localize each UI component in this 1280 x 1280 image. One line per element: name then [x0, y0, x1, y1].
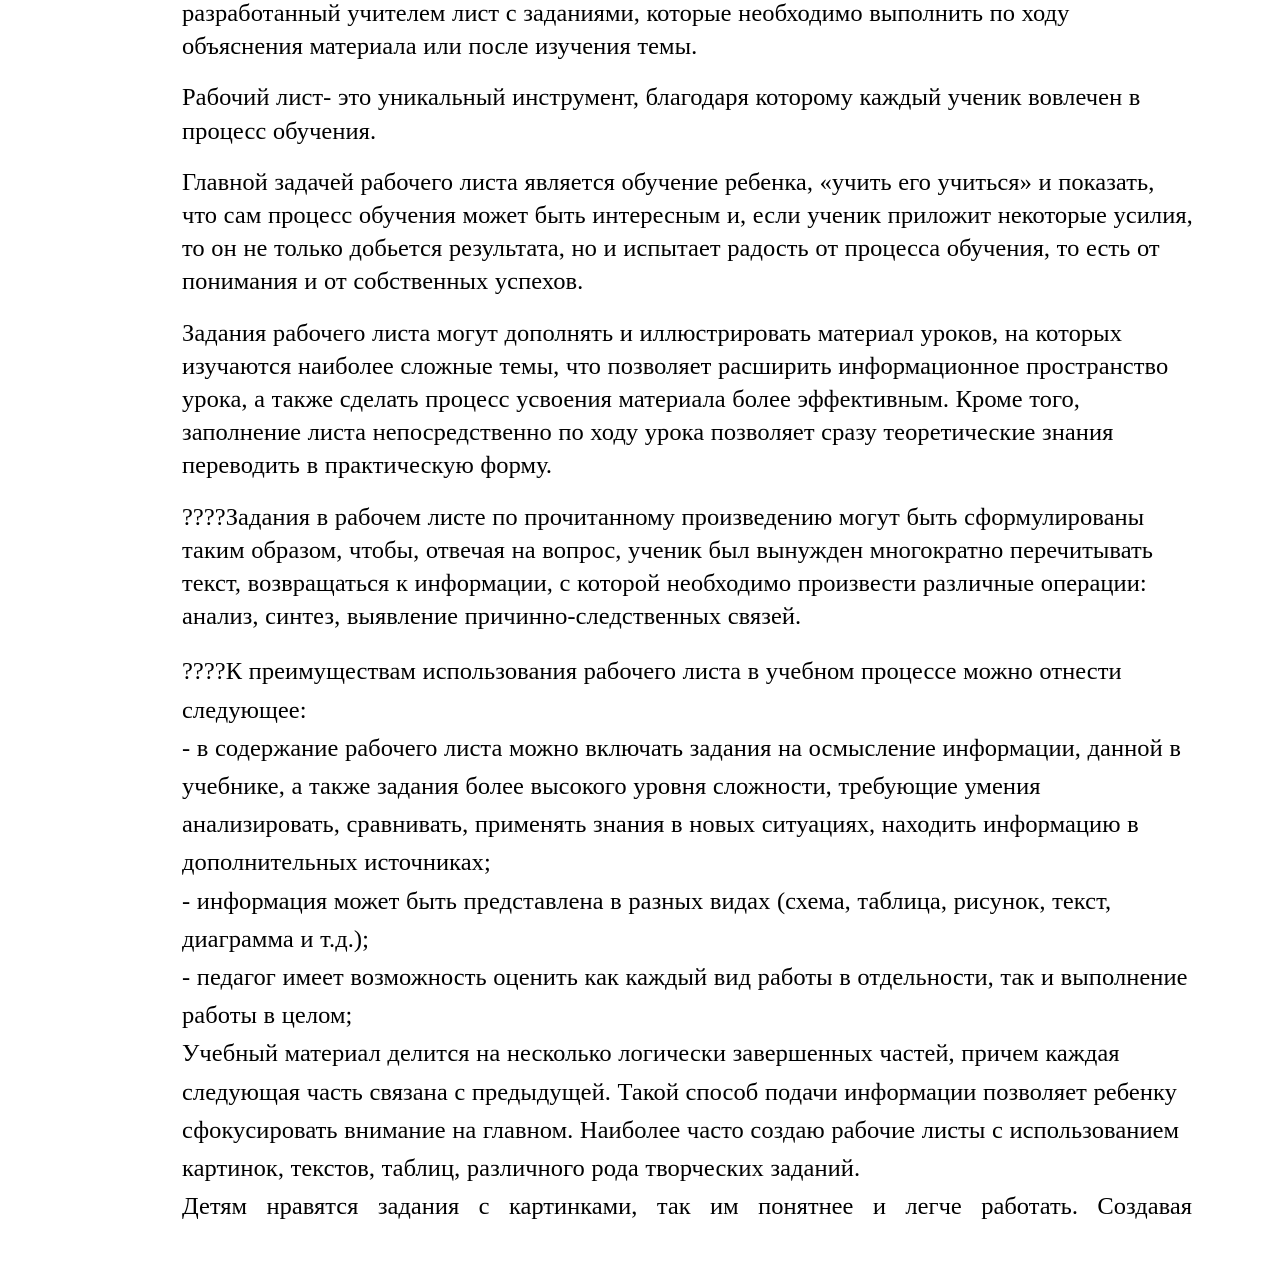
advantages-item-3: - педагог имеет возможность оценить как каждый вид работы в отдельности, так и выполнение работы в целом;: [182, 964, 1188, 1030]
paragraph-2: Рабочий лист- это уникальный инструмент, благодаря которому каждый ученик вовлечен в процесс обучения.: [182, 84, 1141, 145]
advantages-closing: Учебный материал делится на несколько логически завершенных частей, причем каждая следующая часть связана с предыдущей. Такой способ подачи информации позволяет ребенку сфокусировать внимание на главном. Наиболее часто создаю рабочие листы с использованием картинок, текстов, таблиц, различного рода творческих заданий.: [182, 1040, 1180, 1183]
advantages-block: [182, 653, 1196, 1188]
paragraph-3: Главной задачей рабочего листа является обучение ребенка, «учить его учиться» и показать, что сам процесс обучения может быть интересным и, если ученик приложит некоторые усилия, то он не только добьется результата, но и испытает радость от процесса обучения, то есть от понимания и от собственных успехов.: [182, 168, 1193, 296]
advantages-intro: ????К преимуществам использования рабочего листа в учебном процессе можно отнести следующее:: [182, 658, 1122, 724]
text-column: [182, 0, 1196, 1227]
advantages-item-2: - информация может быть представлена в разных видах (схема, таблица, рисунок, текст, диаграмма и т.д.);: [182, 887, 1112, 953]
paragraph-1: разработанный учителем лист с заданиями, которые необходимо выполнить по ходу объяснения материала или после изучения темы.: [182, 0, 1070, 61]
paragraph-4: Задания рабочего листа могут дополнять и иллюстрировать материал уроков, на которых изучаются наиболее сложные темы, что позволяет расширить информационное пространство урока, а также сделать процесс усвоения материала более эффективным. Кроме того, заполнение листа непосредственно по ходу урока позволяет сразу теоретические знания переводить в практическую форму.: [182, 319, 1169, 480]
advantages-item-1: - в содержание рабочего листа можно включать задания на осмысление информации, данной в учебнике, а также задания более высокого уровня сложности, требующие умения анализировать, сравнивать, применять знания в новых ситуациях, находить информацию в дополнительных источниках;: [182, 734, 1181, 877]
paragraph-5: ????Задания в рабочем листе по прочитанному произведению могут быть сформулированы таким образом, чтобы, отвечая на вопрос, ученик был вынужден многократно перечитывать текст, возвращаться к информации, с которой необходимо произвести различные операции: анализ, синтез, выявление причинно-следственных связей.: [182, 503, 1153, 631]
clipped-bottom-line: Детям нравятся задания с картинками, так им понятнее и легче работать. Создавая: [182, 1193, 1192, 1221]
